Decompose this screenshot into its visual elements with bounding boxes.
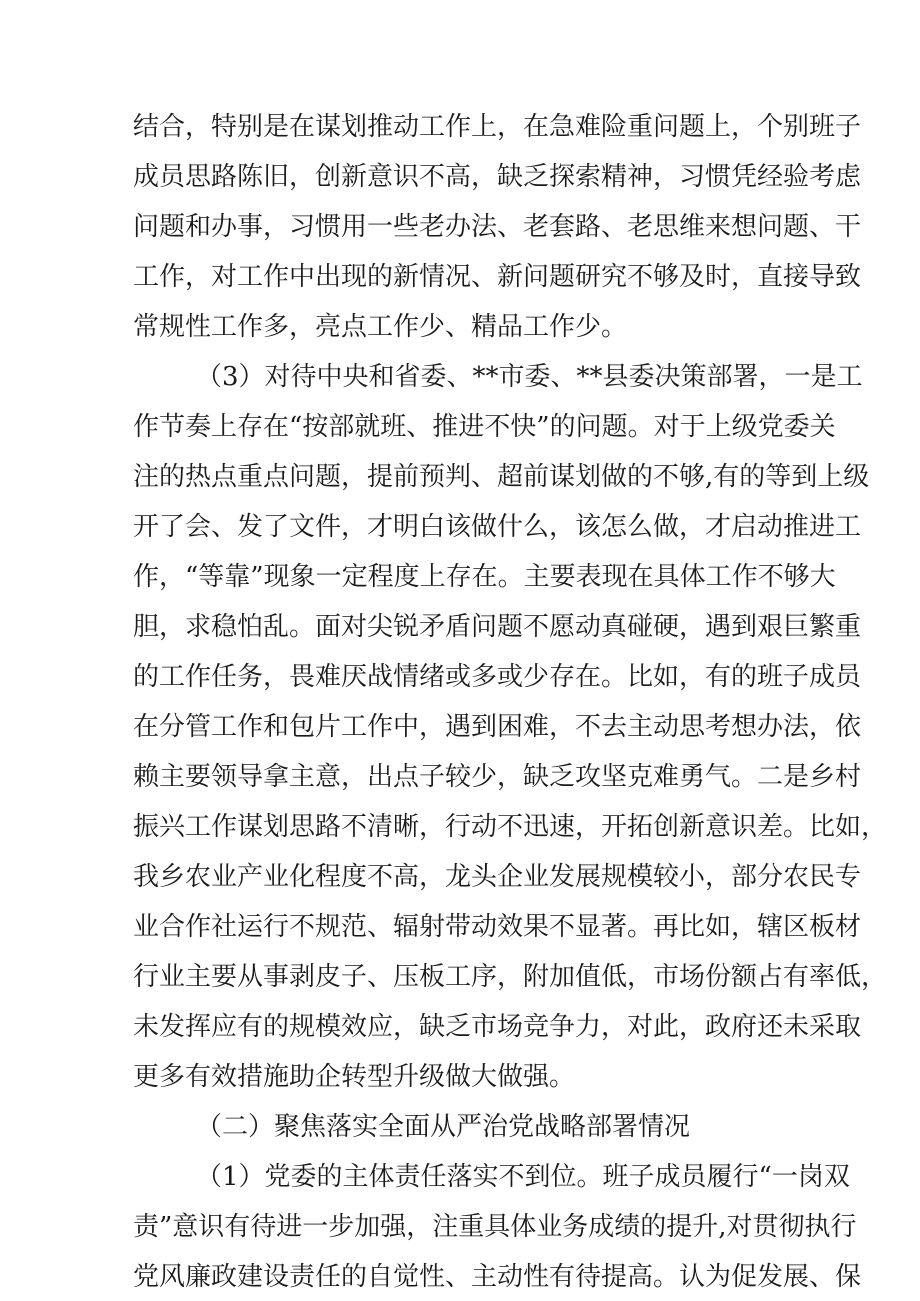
- paragraph-heading-3: （3）对待中央和省委、**市委、**县委决策部署，一是工: [196, 362, 863, 392]
- section-heading: （二）聚焦落实全面从严治党战略部署情况: [196, 1112, 691, 1142]
- text-line: 赖主要领导拿主意，出点子较少，缺乏攻坚克难勇气。二是乡村: [133, 762, 862, 792]
- text-line: 我乡农业产业化程度不高，龙头企业发展规模较小，部分农民专: [133, 862, 862, 892]
- text-line: 振兴工作谋划思路不清晰，行动不迅速，开拓创新意识差。比如，: [133, 812, 888, 842]
- text-line: 业合作社运行不规范、辐射带动效果不显著。再比如，辖区板材: [133, 912, 862, 942]
- text-line: 问题和办事，习惯用一些老办法、老套路、老思维来想问题、干: [133, 212, 862, 242]
- text-line: 开了会、发了文件，才明白该做什么，该怎么做，才启动推进工: [133, 512, 862, 542]
- text-line: 常规性工作多，亮点工作少、精品工作少。: [133, 312, 628, 342]
- text-line: 作节奏上存在“按部就班、推进不快”的问题。对于上级党委关: [133, 412, 836, 442]
- text-line: 结合，特别是在谋划推动工作上，在急难险重问题上，个别班子: [133, 112, 862, 142]
- text-line: 行业主要从事剥皮子、压板工序，附加值低，市场份额占有率低，: [133, 962, 888, 992]
- text-line: 责”意识有待进一步加强，注重具体业务成绩的提升,对贯彻执行: [133, 1212, 857, 1242]
- text-line: 在分管工作和包片工作中，遇到困难，不去主动思考想办法，依: [133, 712, 862, 742]
- text-line: 注的热点重点问题，提前预判、超前谋划做的不够,有的等到上级: [133, 462, 870, 492]
- text-line: 成员思路陈旧，创新意识不高，缺乏探索精神，习惯凭经验考虑: [133, 162, 862, 192]
- paragraph-heading-1: （1）党委的主体责任落实不到位。班子成员履行“一岗双: [196, 1162, 850, 1192]
- text-line: 未发挥应有的规模效应，缺乏市场竞争力，对此，政府还未采取: [133, 1012, 862, 1042]
- text-line: 胆，求稳怕乱。面对尖锐矛盾问题不愿动真碰硬，遇到艰巨繁重: [133, 612, 862, 642]
- text-line: 的工作任务，畏难厌战情绪或多或少存在。比如，有的班子成员: [133, 662, 862, 692]
- text-line: 更多有效措施助企转型升级做大做强。: [133, 1062, 576, 1092]
- text-line: 党风廉政建设责任的自觉性、主动性有待提高。认为促发展、保: [133, 1262, 862, 1292]
- text-line: 工作，对工作中出现的新情况、新问题研究不够及时，直接导致: [133, 262, 862, 292]
- text-line: 作，“等靠”现象一定程度上存在。主要表现在具体工作不够大: [133, 562, 836, 592]
